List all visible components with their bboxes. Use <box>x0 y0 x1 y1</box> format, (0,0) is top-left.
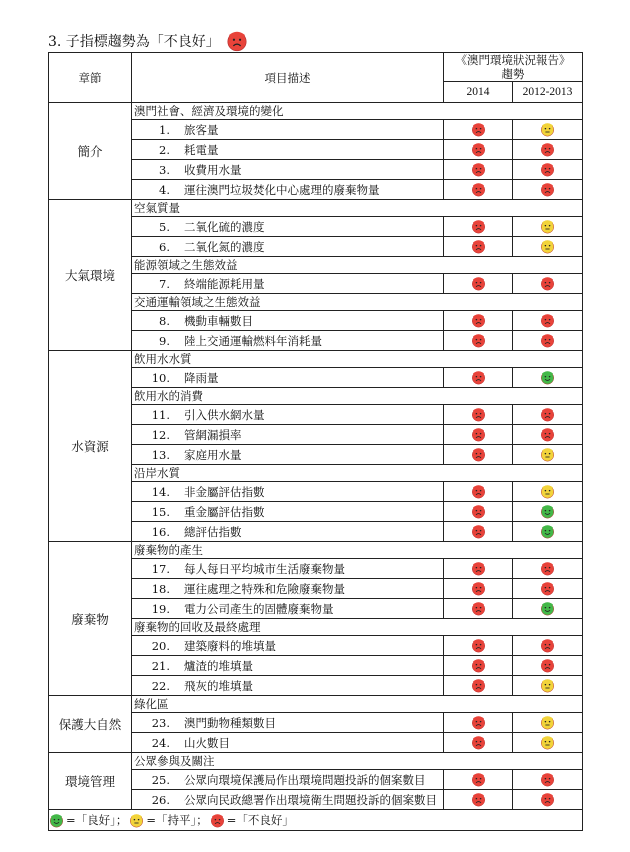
trend-2014-cell <box>444 559 513 579</box>
chapter-cell: 廢棄物 <box>49 542 132 696</box>
trend-2012-2013-cell <box>513 331 583 351</box>
group-row <box>49 542 583 559</box>
bad-face-icon <box>471 792 486 806</box>
neutral-face-icon <box>540 678 555 692</box>
chapter-header: 章節 <box>49 53 132 103</box>
section-heading-text: 3. 子指標趨勢為「不良好」 <box>48 34 220 50</box>
trend-2012-2013-cell <box>513 522 583 542</box>
indicator-number: 7. <box>159 276 170 291</box>
indicator-description <box>132 160 444 180</box>
good-face-icon <box>540 370 555 384</box>
group-label: 廢棄物的回收及最終處理 <box>132 619 583 636</box>
trend-2014-cell <box>444 445 513 465</box>
indicator-text: 飛灰的堆填量 <box>184 678 253 693</box>
trend-2014-cell <box>444 522 513 542</box>
indicator-number: 12. <box>151 427 170 442</box>
year-2014-header: 2014 <box>444 82 513 103</box>
description-header: 項目描述 <box>132 53 444 103</box>
neutral-face-icon <box>129 812 144 828</box>
trend-label: 趨勢 <box>501 67 525 81</box>
indicator-description <box>132 425 444 445</box>
trend-2012-2013-cell <box>513 676 583 696</box>
bad-face-icon <box>540 182 555 196</box>
trend-2014-cell <box>444 713 513 733</box>
indicator-description <box>132 445 444 465</box>
indicator-text: 山火數目 <box>184 735 230 750</box>
trend-2014-cell <box>444 676 513 696</box>
indicator-text: 澳門動物種類數目 <box>184 715 276 730</box>
indicator-description <box>132 770 444 790</box>
bad-face-icon <box>226 30 248 52</box>
indicator-number: 9. <box>159 333 170 348</box>
trend-2012-2013-cell <box>513 636 583 656</box>
trend-2012-2013-cell <box>513 140 583 160</box>
bad-face-icon <box>471 313 486 327</box>
trend-2014-cell <box>444 331 513 351</box>
trend-2014-cell <box>444 237 513 257</box>
trend-2012-2013-cell <box>513 405 583 425</box>
indicator-text: 建築廢料的堆填量 <box>184 638 276 653</box>
bad-face-icon <box>540 162 555 176</box>
neutral-face-icon <box>540 239 555 253</box>
indicator-number: 24. <box>151 735 170 750</box>
indicator-number: 15. <box>151 504 170 519</box>
trend-2014-cell <box>444 274 513 294</box>
bad-face-icon <box>471 427 486 441</box>
indicator-text: 總評估指數 <box>184 524 242 539</box>
bad-face-icon <box>471 581 486 595</box>
bad-face-icon <box>471 239 486 253</box>
bad-face-icon <box>471 678 486 692</box>
trend-2014-cell <box>444 368 513 388</box>
trend-2012-2013-cell <box>513 770 583 790</box>
report-title: 《澳門環境狀況報告》 <box>455 53 571 67</box>
indicator-text: 非金屬評估指數 <box>184 484 265 499</box>
bad-face-icon <box>471 162 486 176</box>
trend-2012-2013-cell <box>513 274 583 294</box>
indicator-number: 21. <box>151 658 170 673</box>
trend-2014-cell <box>444 140 513 160</box>
group-label: 飲用水的消費 <box>132 388 583 405</box>
indicator-description <box>132 140 444 160</box>
group-label: 沿岸水質 <box>132 465 583 482</box>
trend-2012-2013-cell <box>513 237 583 257</box>
indicator-description <box>132 180 444 200</box>
indicator-text: 公眾向民政總署作出環境衛生問題投訴的個案數目 <box>184 792 437 807</box>
bad-face-icon <box>471 658 486 672</box>
indicator-description <box>132 368 444 388</box>
indicator-text: 運往澳門垃圾焚化中心處理的廢棄物量 <box>184 182 380 197</box>
bad-face-icon <box>471 772 486 786</box>
bad-face-icon <box>540 142 555 156</box>
indicator-text: 降雨量 <box>184 370 219 385</box>
neutral-face-icon <box>540 735 555 749</box>
trend-2012-2013-cell <box>513 656 583 676</box>
indicator-number: 8. <box>159 313 170 328</box>
trend-2012-2013-cell <box>513 502 583 522</box>
year-2012-2013-header: 2012-2013 <box>513 82 583 103</box>
group-row <box>49 103 583 120</box>
indicator-number: 1. <box>159 122 170 137</box>
trend-2014-cell <box>444 656 513 676</box>
group-row <box>49 351 583 368</box>
indicator-text: 機動車輛數目 <box>184 313 253 328</box>
indicator-text: 陸上交通運輸燃料年消耗量 <box>184 333 322 348</box>
group-row <box>49 753 583 770</box>
legend-neutral: =「持平」； <box>146 813 208 827</box>
trend-2014-cell <box>444 599 513 619</box>
group-label: 能源領域之生態效益 <box>132 257 583 274</box>
bad-face-icon <box>540 658 555 672</box>
indicator-number: 18. <box>151 581 170 596</box>
bad-face-icon <box>540 333 555 347</box>
chapter-cell: 保護大自然 <box>49 696 132 753</box>
indicator-number: 20. <box>151 638 170 653</box>
legend-bad: =「不良好」 <box>226 813 294 827</box>
indicator-text: 家庭用水量 <box>184 447 242 462</box>
bad-face-icon <box>471 447 486 461</box>
chapter-cell: 水資源 <box>49 351 132 542</box>
indicator-text: 耗電量 <box>184 142 219 157</box>
neutral-face-icon <box>540 219 555 233</box>
indicator-description <box>132 733 444 753</box>
indicator-text: 二氧化氮的濃度 <box>184 239 265 254</box>
trend-2014-cell <box>444 180 513 200</box>
indicator-number: 23. <box>151 715 170 730</box>
report-trend-header <box>444 53 583 82</box>
group-label: 綠化區 <box>132 696 583 713</box>
indicator-text: 重金屬評估指數 <box>184 504 265 519</box>
indicator-text: 旅客量 <box>184 122 219 137</box>
indicator-description <box>132 676 444 696</box>
trend-2014-cell <box>444 790 513 810</box>
indicator-description <box>132 274 444 294</box>
chapter-cell: 環境管理 <box>49 753 132 810</box>
indicator-number: 22. <box>151 678 170 693</box>
indicator-table <box>48 52 583 831</box>
indicator-number: 16. <box>151 524 170 539</box>
indicator-number: 6. <box>159 239 170 254</box>
indicator-text: 管網漏損率 <box>184 427 242 442</box>
trend-2012-2013-cell <box>513 120 583 140</box>
trend-2012-2013-cell <box>513 599 583 619</box>
indicator-text: 收費用水量 <box>184 162 242 177</box>
indicator-number: 11. <box>151 407 170 422</box>
trend-2012-2013-cell <box>513 160 583 180</box>
indicator-text: 每人每日平均城市生活廢棄物量 <box>184 561 345 576</box>
bad-face-icon <box>471 370 486 384</box>
indicator-description <box>132 559 444 579</box>
indicator-text: 電力公司產生的固體廢棄物量 <box>184 601 334 616</box>
indicator-description <box>132 405 444 425</box>
bad-face-icon <box>471 276 486 290</box>
indicator-description <box>132 217 444 237</box>
legend-good: =「良好」； <box>66 813 128 827</box>
neutral-face-icon <box>540 715 555 729</box>
indicator-description <box>132 331 444 351</box>
indicator-description <box>132 502 444 522</box>
good-face-icon <box>540 601 555 615</box>
bad-face-icon <box>471 142 486 156</box>
bad-face-icon <box>471 407 486 421</box>
bad-face-icon <box>471 484 486 498</box>
bad-face-icon <box>210 812 225 828</box>
indicator-number: 19. <box>151 601 170 616</box>
indicator-description <box>132 656 444 676</box>
section-heading <box>48 30 248 52</box>
indicator-text: 公眾向環境保護局作出環境問題投訴的個案數目 <box>184 772 426 787</box>
bad-face-icon <box>471 122 486 136</box>
group-label: 公眾參與及關注 <box>132 753 583 770</box>
indicator-description <box>132 790 444 810</box>
bad-face-icon <box>471 561 486 575</box>
bad-face-icon <box>540 792 555 806</box>
bad-face-icon <box>540 581 555 595</box>
trend-2014-cell <box>444 217 513 237</box>
indicator-number: 3. <box>159 162 170 177</box>
bad-face-icon <box>540 638 555 652</box>
indicator-description <box>132 237 444 257</box>
trend-2014-cell <box>444 482 513 502</box>
trend-2012-2013-cell <box>513 579 583 599</box>
bad-face-icon <box>471 524 486 538</box>
trend-2012-2013-cell <box>513 217 583 237</box>
bad-face-icon <box>540 772 555 786</box>
group-label: 澳門社會、經濟及環境的變化 <box>132 103 583 120</box>
trend-2012-2013-cell <box>513 790 583 810</box>
trend-2014-cell <box>444 636 513 656</box>
bad-face-icon <box>540 313 555 327</box>
indicator-text: 終端能源耗用量 <box>184 276 265 291</box>
good-face-icon <box>540 524 555 538</box>
legend <box>49 810 583 831</box>
trend-2012-2013-cell <box>513 733 583 753</box>
chapter-cell: 簡介 <box>49 103 132 200</box>
indicator-description <box>132 636 444 656</box>
indicator-description <box>132 311 444 331</box>
bad-face-icon <box>471 219 486 233</box>
trend-2012-2013-cell <box>513 559 583 579</box>
trend-2012-2013-cell <box>513 713 583 733</box>
group-label: 廢棄物的產生 <box>132 542 583 559</box>
bad-face-icon <box>471 182 486 196</box>
trend-2014-cell <box>444 311 513 331</box>
trend-2014-cell <box>444 120 513 140</box>
trend-2012-2013-cell <box>513 368 583 388</box>
neutral-face-icon <box>540 447 555 461</box>
group-label: 空氣質量 <box>132 200 583 217</box>
indicator-description <box>132 713 444 733</box>
trend-2014-cell <box>444 160 513 180</box>
trend-2014-cell <box>444 425 513 445</box>
bad-face-icon <box>471 504 486 518</box>
group-label: 交通運輸領域之生態效益 <box>132 294 583 311</box>
group-row <box>49 696 583 713</box>
bad-face-icon <box>471 715 486 729</box>
trend-2012-2013-cell <box>513 180 583 200</box>
bad-face-icon <box>471 735 486 749</box>
indicator-number: 10. <box>151 370 170 385</box>
indicator-description <box>132 599 444 619</box>
bad-face-icon <box>540 427 555 441</box>
group-row <box>49 200 583 217</box>
indicator-text: 二氧化硫的濃度 <box>184 219 265 234</box>
trend-2014-cell <box>444 579 513 599</box>
neutral-face-icon <box>540 122 555 136</box>
bad-face-icon <box>540 276 555 290</box>
indicator-text: 運往處理之特殊和危險廢棄物量 <box>184 581 345 596</box>
bad-face-icon <box>471 601 486 615</box>
trend-2014-cell <box>444 405 513 425</box>
bad-face-icon <box>471 638 486 652</box>
trend-2012-2013-cell <box>513 311 583 331</box>
group-label: 飲用水水質 <box>132 351 583 368</box>
indicator-number: 25. <box>151 772 170 787</box>
trend-2012-2013-cell <box>513 445 583 465</box>
bad-face-icon <box>540 561 555 575</box>
neutral-face-icon <box>540 484 555 498</box>
indicator-description <box>132 579 444 599</box>
indicator-description <box>132 120 444 140</box>
indicator-number: 5. <box>159 219 170 234</box>
good-face-icon <box>540 504 555 518</box>
indicator-number: 26. <box>151 792 170 807</box>
trend-2014-cell <box>444 770 513 790</box>
indicator-description <box>132 482 444 502</box>
chapter-cell: 大氣環境 <box>49 200 132 351</box>
indicator-text: 爐渣的堆填量 <box>184 658 253 673</box>
trend-2014-cell <box>444 502 513 522</box>
trend-2014-cell <box>444 733 513 753</box>
bad-face-icon <box>540 407 555 421</box>
bad-face-icon <box>471 333 486 347</box>
good-face-icon <box>49 812 64 828</box>
indicator-number: 4. <box>159 182 170 197</box>
trend-2012-2013-cell <box>513 482 583 502</box>
indicator-number: 17. <box>151 561 170 576</box>
indicator-number: 14. <box>151 484 170 499</box>
indicator-number: 13. <box>151 447 170 462</box>
indicator-description <box>132 522 444 542</box>
indicator-text: 引入供水網水量 <box>184 407 265 422</box>
trend-2012-2013-cell <box>513 425 583 445</box>
indicator-number: 2. <box>159 142 170 157</box>
